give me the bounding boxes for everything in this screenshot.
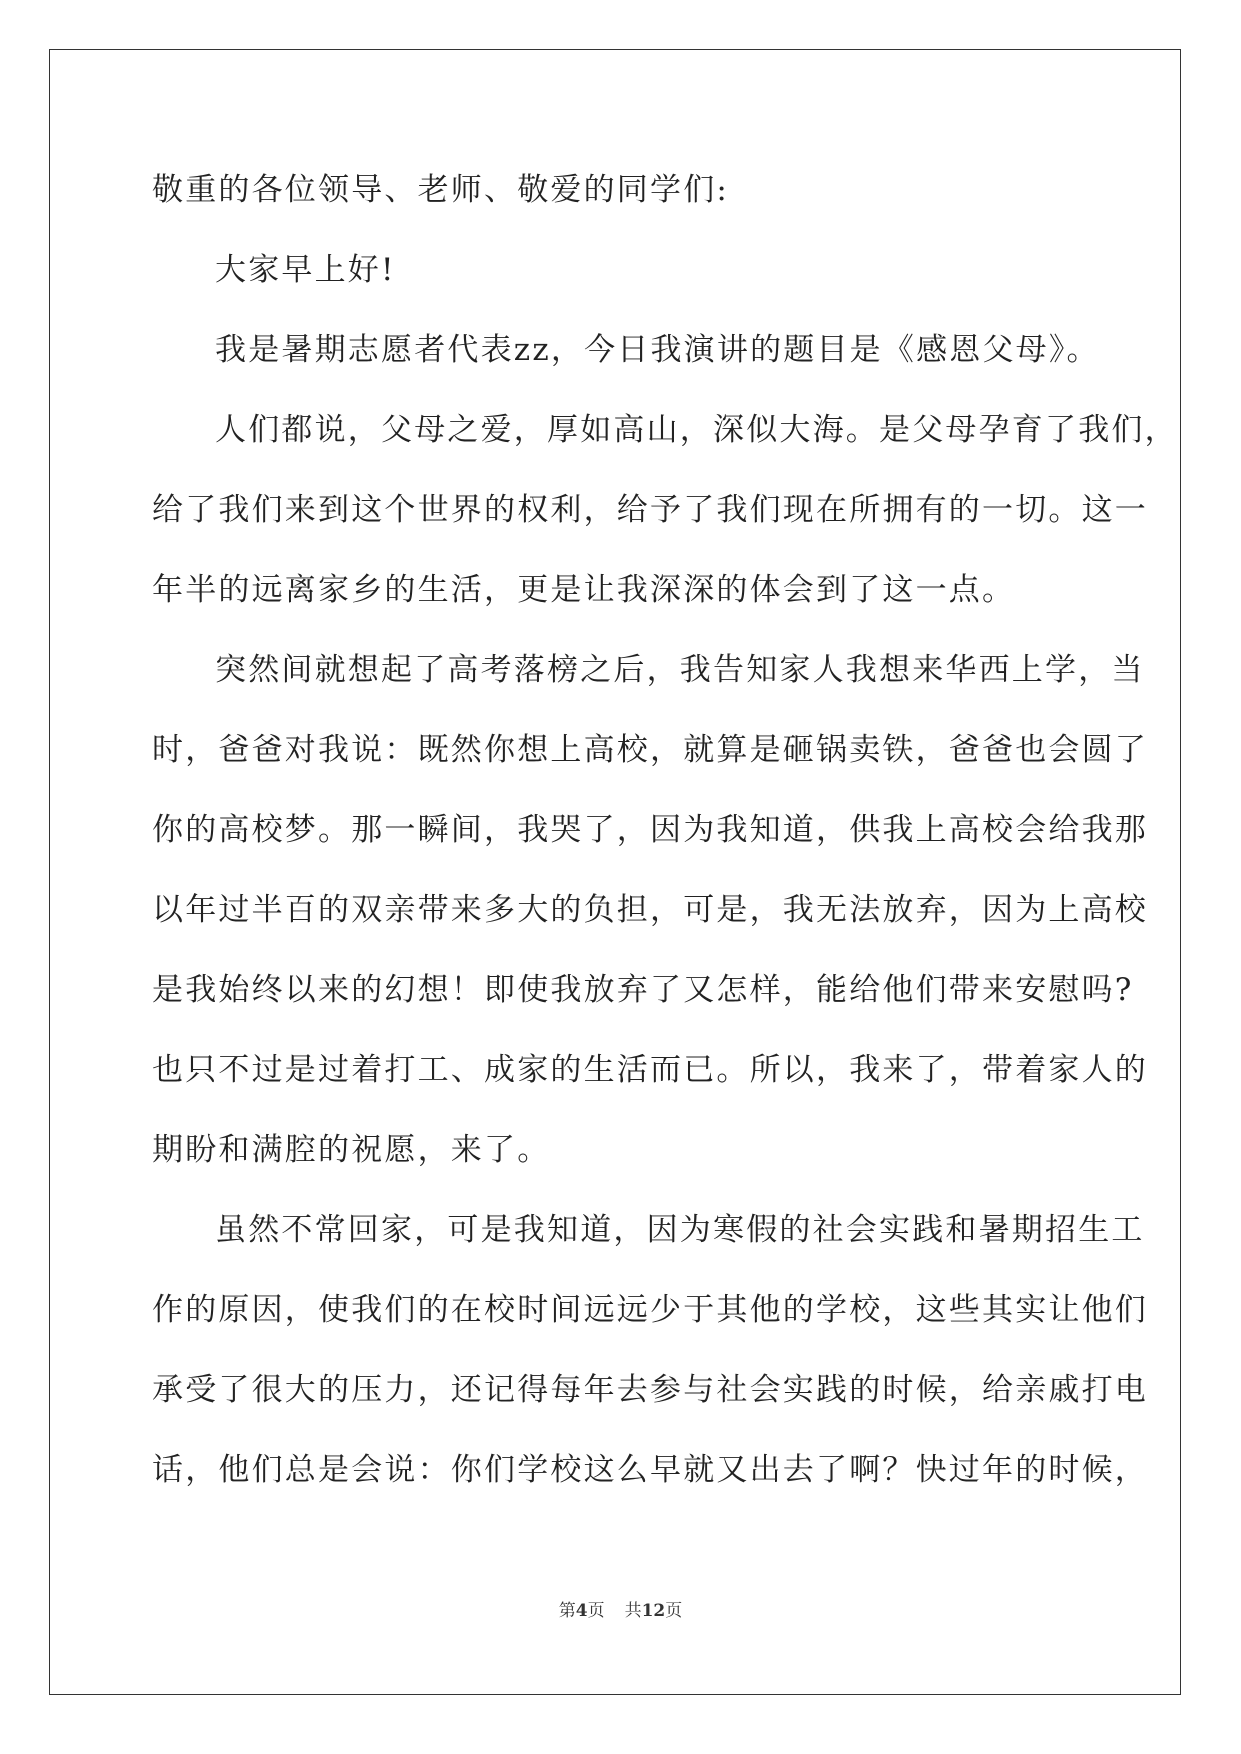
paragraph-line: 虽然不常回家，可是我知道，因为寒假的社会实践和暑期招生工 [215, 1212, 1145, 1248]
total-pages: 12 [641, 1601, 666, 1621]
paragraph-line: 以年过半百的双亲带来多大的负担，可是，我无法放弃，因为上高校 [152, 892, 1148, 928]
page-prefix: 第 [558, 1601, 576, 1621]
paragraph-line: 突然间就想起了高考落榜之后，我告知家人我想来华西上学，当 [215, 652, 1145, 688]
paragraph-line: 期盼和满腔的祝愿，来了。 [152, 1132, 551, 1168]
page-footer [0, 1596, 1241, 1621]
paragraph-line: 作的原因，使我们的在校时间远远少于其他的学校，这些其实让他们 [152, 1292, 1148, 1328]
paragraph-line: 你的高校梦。那一瞬间，我哭了，因为我知道，供我上高校会给我那 [152, 812, 1148, 848]
paragraph-line: 给了我们来到这个世界的权利，给予了我们现在所拥有的一切。这一 [152, 492, 1148, 528]
page-number: 4 [575, 1601, 588, 1621]
document-body [152, 160, 1178, 1520]
salutation: 敬重的各位领导、老师、敬爱的同学们: [152, 172, 730, 208]
greeting: 大家早上好! [215, 252, 396, 288]
paragraph-line: 年半的远离家乡的生活，更是让我深深的体会到了这一点。 [152, 572, 1016, 608]
paragraph-line: 人们都说，父母之爱，厚如高山，深似大海。是父母孕育了我们， [215, 412, 1178, 448]
introduction-line: 我是暑期志愿者代表zz，今日我演讲的题目是《感恩父母》。 [215, 332, 1100, 368]
total-suffix: 页 [665, 1601, 683, 1621]
paragraph-line: 时，爸爸对我说：既然你想上高校，就算是砸锅卖铁，爸爸也会圆了 [152, 732, 1148, 768]
paragraph-line: 承受了很大的压力，还记得每年去参与社会实践的时候，给亲戚打电 [152, 1372, 1148, 1408]
paragraph-line: 话，他们总是会说：你们学校这么早就又出去了啊？快过年的时候， [152, 1452, 1148, 1488]
paragraph-line: 也只不过是过着打工、成家的生活而已。所以，我来了，带着家人的 [152, 1052, 1148, 1088]
total-prefix: 共 [624, 1601, 642, 1621]
page-suffix: 页 [587, 1601, 605, 1621]
paragraph-line: 是我始终以来的幻想！即使我放弃了又怎样，能给他们带来安慰吗? [152, 972, 1134, 1008]
